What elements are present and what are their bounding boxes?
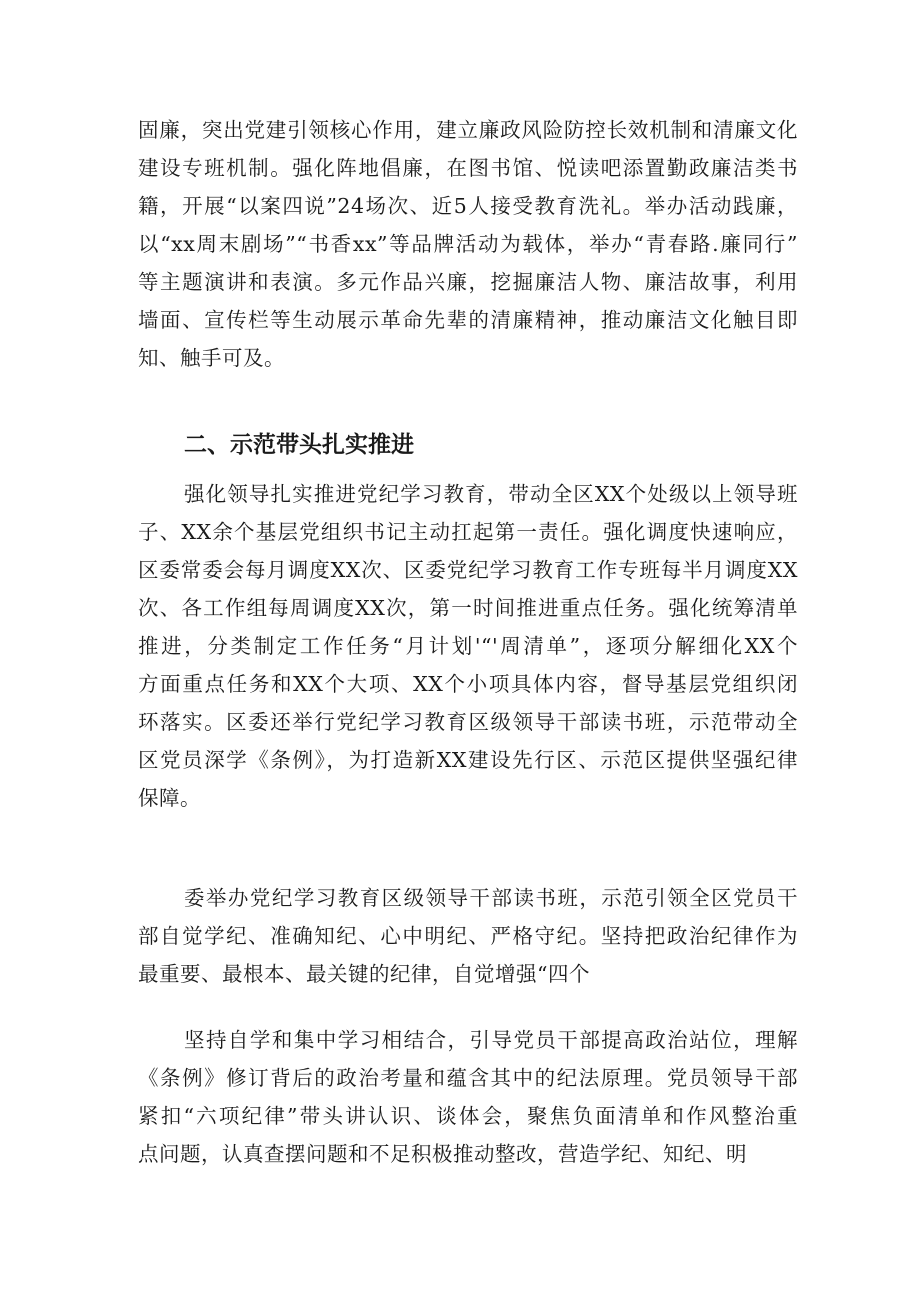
text-line: 籍，开展“以案四说”24场次、近5人接受教育洗礼。举办活动践廉， <box>138 194 798 218</box>
text-line: 方面重点任务和XX个大项、XX个小项具体内容，督导基层党组织闭 <box>138 672 798 696</box>
text-line: 保障。 <box>138 786 201 810</box>
text-line: 建设专班机制。强化阵地倡廉，在图书馆、悦读吧添置勤政廉洁类书 <box>138 156 798 180</box>
text-line: 区党员深学《条例》，为打造新XX建设先行区、示范区提供坚强纪律 <box>138 748 798 772</box>
text-line: 委举办党纪学习教育区级领导干部读书班，示范引领全区党员干 <box>184 886 798 910</box>
text-line: 点问题，认真查摆问题和不足积极推动整改，营造学纪、知纪、明 <box>138 1142 747 1166</box>
text-line: 推进，分类制定工作任务“月计划'“'周清单”，逐项分解细化XX个 <box>138 634 798 658</box>
text-line: 区委常委会每月调度XX次、区委党纪学习教育工作专班每半月调度XX <box>138 558 798 582</box>
text-line: 紧扣“六项纪律”带头讲认识、谈体会，聚焦负面清单和作风整治重 <box>138 1104 798 1128</box>
text-line: 坚持自学和集中学习相结合，引导党员干部提高政治站位，理解 <box>184 1028 798 1052</box>
text-line: 次、各工作组每周调度XX次，第一时间推进重点任务。强化统筹清单 <box>138 596 798 620</box>
text-line: 最重要、最根本、最关键的纪律，自觉增强“四个 <box>138 962 590 986</box>
text-line: 强化领导扎实推进党纪学习教育，带动全区XX个处级以上领导班 <box>184 482 798 506</box>
text-line: 固廉，突出党建引领核心作用，建立廉政风险防控长效机制和清廉文化 <box>138 118 798 142</box>
paragraph-4 <box>138 1021 798 1173</box>
text-line: 部自觉学纪、准确知纪、心中明纪、严格守纪。坚持把政治纪律作为 <box>138 924 798 948</box>
text-line: 环落实。区委还举行党纪学习教育区级领导干部读书班，示范带动全 <box>138 710 798 734</box>
text-line: 《条例》修订背后的政治考量和蕴含其中的纪法原理。党员领导干部 <box>138 1066 798 1090</box>
section-heading: 二、示范带头扎实推进 <box>184 432 414 458</box>
paragraph-3 <box>138 879 798 993</box>
text-line: 以“xx周末剧场”“书香xx”等品牌活动为载体，举办“青春路.廉同行” <box>138 232 798 256</box>
paragraph-1 <box>138 111 798 377</box>
text-line: 知、触手可及。 <box>138 346 285 370</box>
text-line: 子、XX余个基层党组织书记主动扛起第一责任。强化调度快速响应， <box>138 520 798 544</box>
text-line: 墙面、宣传栏等生动展示革命先辈的清廉精神，推动廉洁文化触目即 <box>138 308 798 332</box>
paragraph-2 <box>138 475 798 817</box>
text-line: 等主题演讲和表演。多元作品兴廉，挖掘廉洁人物、廉洁故事，利用 <box>138 270 798 294</box>
